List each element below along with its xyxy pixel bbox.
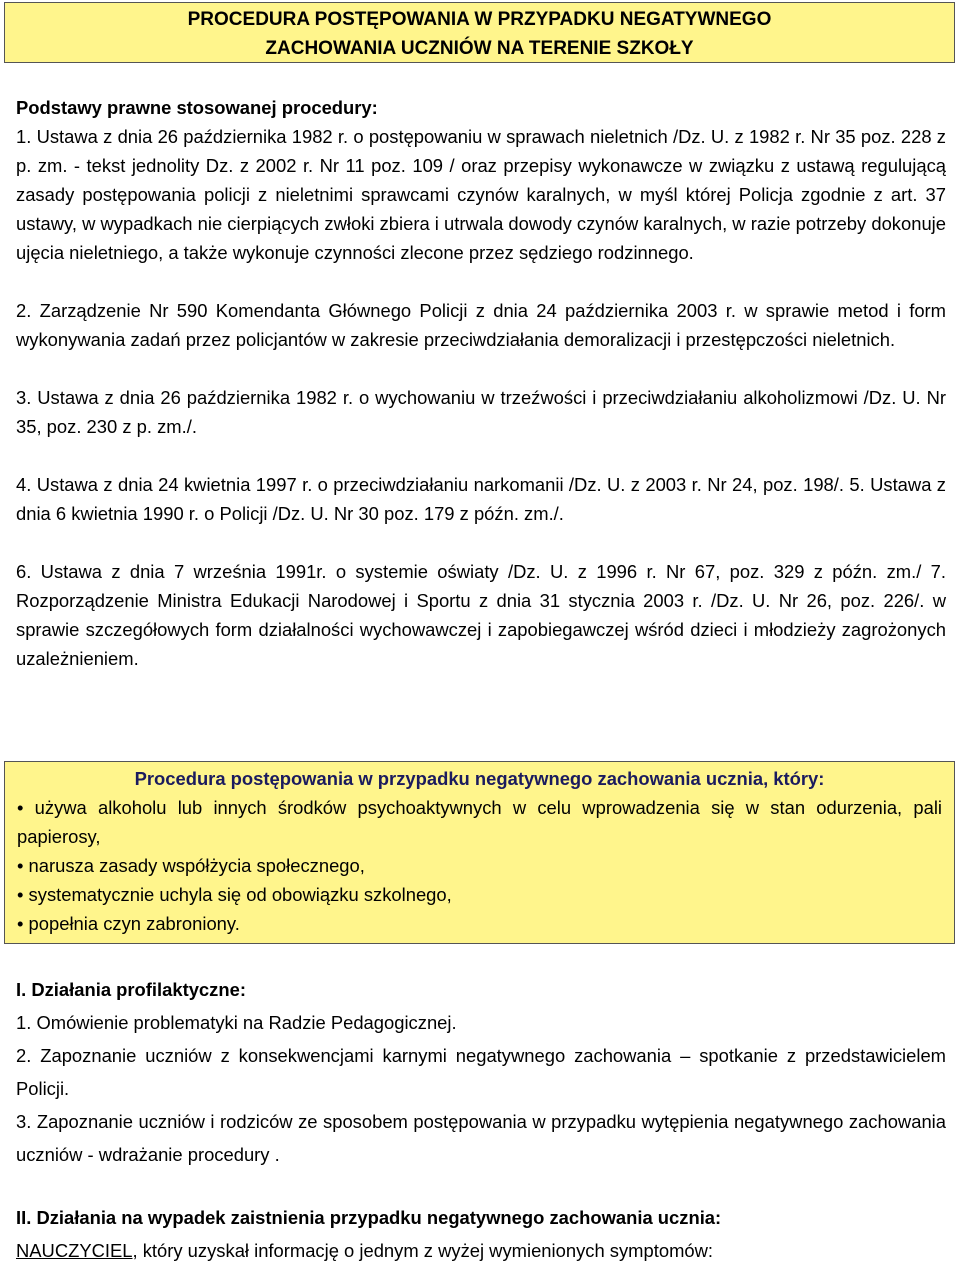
teacher-text: , który uzyskał informację o jednym z wyżej wymienionych symptomów: xyxy=(132,1240,714,1261)
legal-item-1: 1. Ustawa z dnia 26 października 1982 r. o postępowaniu w sprawach nieletnich /Dz. U. z 1982 r. Nr 35 poz. 228 z p. zm. - tekst jednolity Dz. z 2002 r. Nr 11 poz. 109 / oraz przepisy wykonawcze w związku z ustawą regulującą zasady postępowania policji z nieletnimi sprawcami czynów karalnych, w myśl której Policja zgodnie z art. 37 ustawy, w wypadkach nie cierpiących zwłoki zbiera i utrwala dowody czynów karalnych, w razie potrzeby dokonuje ujęcia nieletniego, a także wykonuje czynności zlecone przez sędziego rodzinnego. xyxy=(16,126,946,263)
title-box xyxy=(4,2,955,63)
legal-item-3: 3. Ustawa z dnia 26 października 1982 r. o wychowaniu w trzeźwości i przeciwdziałaniu alkoholizmowi /Dz. U. Nr 35, poz. 230 z p. zm./. xyxy=(16,387,946,437)
section-1-heading: I. Działania profilaktyczne: xyxy=(16,979,246,1000)
legal-item-6-7: 6. Ustawa z dnia 7 września 1991r. o systemie oświaty /Dz. U. z 1996 r. Nr 67, poz. 329 z późn. zm./ 7. Rozporządzenie Ministra Edukacji Narodowej i Sportu z dnia 31 stycznia 2003 r. /Dz. U. Nr 26, poz. 226/. w sprawie szczegółowych form działalności wychowawczej i zapobiegawczej wśród dzieci i młodzieży zagrożonych uzależnieniem. xyxy=(16,561,946,669)
title-line-2: ZACHOWANIA UCZNIÓW NA TERENIE SZKOŁY xyxy=(265,38,694,59)
section-1-item: 2. Zapoznanie uczniów z konsekwencjami karnymi negatywnego zachowania – spotkanie z przedstawicielem Policji. xyxy=(16,1045,946,1099)
section-1-item: 1. Omówienie problematyki na Radzie Pedagogicznej. xyxy=(16,1012,457,1033)
legal-item-4-5: 4. Ustawa z dnia 24 kwietnia 1997 r. o przeciwdziałaniu narkomanii /Dz. U. z 2003 r. Nr 24, poz. 198/. 5. Ustawa z dnia 6 kwietnia 1990 r. o Policji /Dz. U. Nr 30 poz. 179 z późn. zm./. xyxy=(16,474,946,524)
teacher-line xyxy=(16,1234,946,1267)
procedure-heading: Procedura postępowania w przypadku negatywnego zachowania ucznia, który: xyxy=(134,768,825,789)
teacher-label: NAUCZYCIEL xyxy=(16,1240,133,1261)
procedure-bullet: • narusza zasady współżycia społecznego, xyxy=(17,855,365,876)
section-2-heading: II. Działania na wypadek zaistnienia przypadku negatywnego zachowania ucznia: xyxy=(16,1207,722,1228)
actions-section xyxy=(16,973,946,1267)
procedure-bullet: • popełnia czyn zabroniony. xyxy=(17,913,240,934)
procedure-bullet: • systematycznie uchyla się od obowiązku szkolnego, xyxy=(17,884,452,905)
procedure-box xyxy=(4,761,955,944)
title-line-1: PROCEDURA POSTĘPOWANIA W PRZYPADKU NEGATYWNEGO xyxy=(187,9,772,30)
legal-basis-section xyxy=(16,93,946,673)
section-1-item: 3. Zapoznanie uczniów i rodziców ze sposobem postępowania w przypadku wytępienia negatywnego zachowania uczniów - wdrażanie procedury . xyxy=(16,1111,946,1165)
legal-item-2: 2. Zarządzenie Nr 590 Komendanta Głównego Policji z dnia 24 października 2003 r. w sprawie metod i form wykonywania zadań przez policjantów w zakresie przeciwdziałania demoralizacji i przestępczości nieletnich. xyxy=(16,300,946,350)
procedure-bullet: • używa alkoholu lub innych środków psychoaktywnych w celu wprowadzenia się w stan odurzenia, pali papierosy, xyxy=(17,797,942,847)
legal-basis-heading: Podstawy prawne stosowanej procedury: xyxy=(16,97,378,118)
